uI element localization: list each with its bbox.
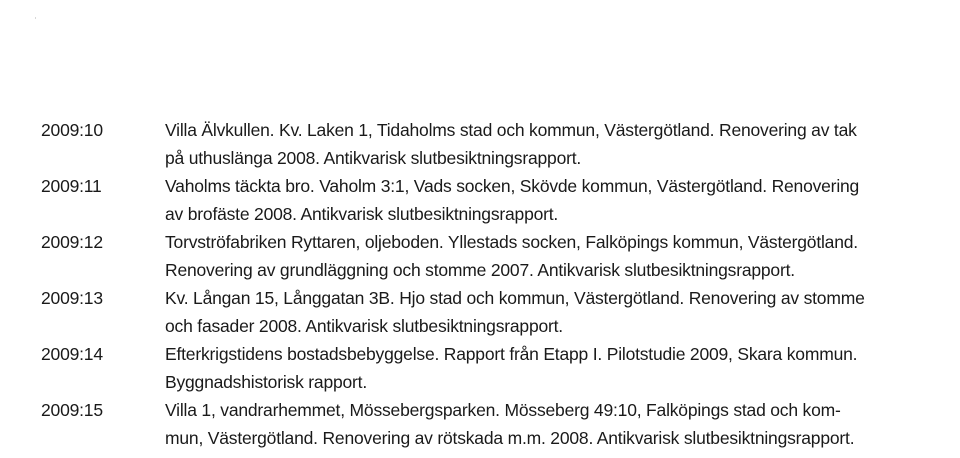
report-entry (0, 172, 960, 228)
report-description (165, 228, 955, 284)
report-description-line: Byggnadshistorisk rapport. (165, 372, 367, 392)
report-description (165, 340, 955, 396)
report-description-line: Vaholms täckta bro. Vaholm 3:1, Vads socken, Skövde kommun, Västergötland. Renovering (165, 176, 860, 196)
report-number: 2009:14 (41, 344, 103, 364)
report-entry (0, 396, 960, 452)
report-description-line: mun, Västergötland. Renovering av rötskada m.m. 2008. Antikvarisk slutbesiktningsrapport. (165, 428, 855, 448)
report-description-line: på uthuslänga 2008. Antikvarisk slutbesiktningsrapport. (165, 148, 582, 168)
report-number: 2009:11 (41, 176, 102, 196)
report-description (165, 284, 955, 340)
report-number: 2009:13 (41, 288, 103, 308)
report-description-line: och fasader 2008. Antikvarisk slutbesiktningsrapport. (165, 316, 563, 336)
report-description-line: Renovering av grundläggning och stomme 2007. Antikvarisk slutbesiktningsrapport. (165, 260, 795, 280)
report-list (0, 116, 960, 452)
report-entry (0, 116, 960, 172)
report-entry (0, 228, 960, 284)
report-description-line: av brofäste 2008. Antikvarisk slutbesiktningsrapport. (165, 204, 559, 224)
report-description-line: Kv. Långan 15, Långgatan 3B. Hjo stad och kommun, Västergötland. Renovering av stomme (165, 288, 865, 308)
report-description (165, 172, 955, 228)
report-description (165, 396, 955, 452)
report-number: 2009:15 (41, 400, 103, 420)
report-number: 2009:10 (41, 120, 103, 140)
report-description-line: Villa 1, vandrarhemmet, Mössebergsparken. Mösseberg 49:10, Falköpings stad och kom- (165, 400, 841, 420)
scan-speck (35, 17, 36, 19)
report-entry (0, 340, 960, 396)
report-entry (0, 284, 960, 340)
report-number: 2009:12 (41, 232, 103, 252)
report-description (165, 116, 955, 172)
report-description-line: Villa Älvkullen. Kv. Laken 1, Tidaholms stad och kommun, Västergötland. Renovering av tak (165, 120, 857, 140)
report-description-line: Efterkrigstidens bostadsbebyggelse. Rapport från Etapp I. Pilotstudie 2009, Skara kommun. (165, 344, 858, 364)
report-description-line: Torvströfabriken Ryttaren, oljeboden. Yllestads socken, Falköpings kommun, Västergötland. (165, 232, 858, 252)
